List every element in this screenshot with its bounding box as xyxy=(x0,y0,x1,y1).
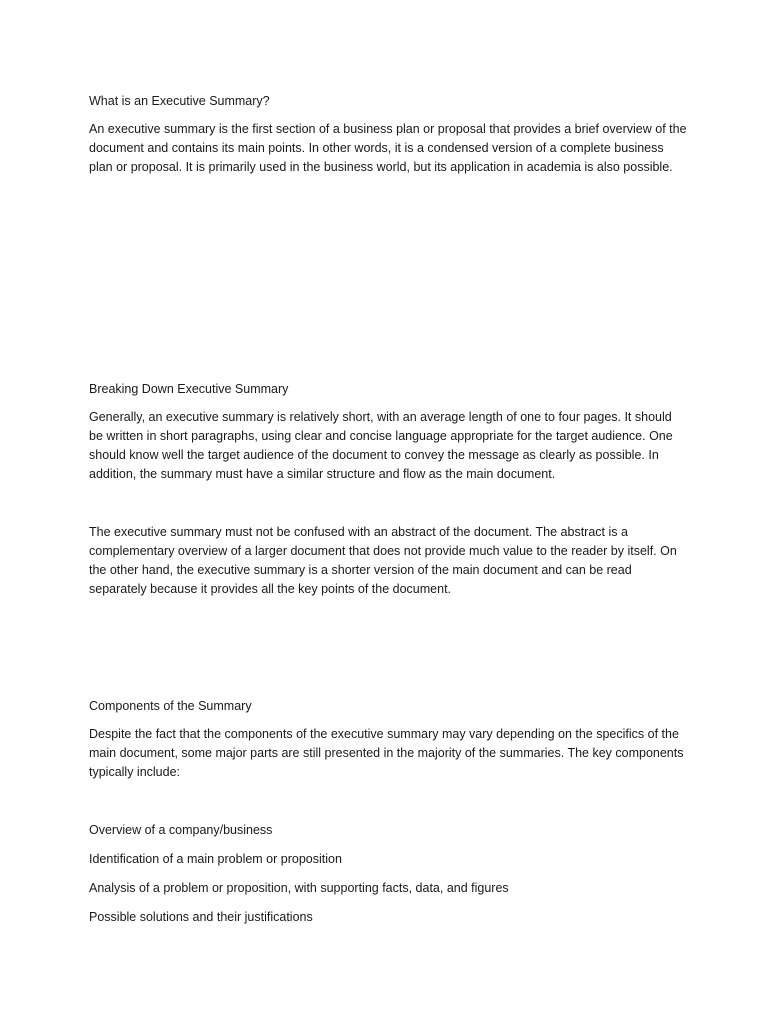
section-heading-components: Components of the Summary xyxy=(89,699,252,713)
section-heading-executive-summary: What is an Executive Summary? xyxy=(89,94,270,108)
component-item: Possible solutions and their justifications xyxy=(89,910,313,924)
section-heading-breaking-down: Breaking Down Executive Summary xyxy=(89,382,289,396)
components-paragraph: Despite the fact that the components of the executive summary may vary depending on the specifics of the main document, some major parts are still presented in the majority of the summaries. The key components typically include: xyxy=(89,727,684,779)
breaking-down-paragraph-1: Generally, an executive summary is relatively short, with an average length of one to four pages. It should be written in short paragraphs, using clear and concise language appropriate for the target audience. One should know well the target audience of the document to convey the message as clearly as possible. In addition, the summary must have a similar structure and flow as the main document. xyxy=(89,410,673,481)
component-item: Analysis of a problem or proposition, with supporting facts, data, and figures xyxy=(89,881,509,895)
component-item: Overview of a company/business xyxy=(89,823,273,837)
intro-paragraph: An executive summary is the first section of a business plan or proposal that provides a brief overview of the document and contains its main points. In other words, it is a condensed version of a complete business plan or proposal. It is primarily used in the business world, but its application in academia is also possible. xyxy=(89,122,687,174)
breaking-down-paragraph-2: The executive summary must not be confused with an abstract of the document. The abstract is a complementary overview of a larger document that does not provide much value to the reader by itself. On the other hand, the executive summary is a shorter version of the main document and can be read separately because it provides all the key points of the document. xyxy=(89,525,677,596)
component-item: Identification of a main problem or proposition xyxy=(89,852,342,866)
